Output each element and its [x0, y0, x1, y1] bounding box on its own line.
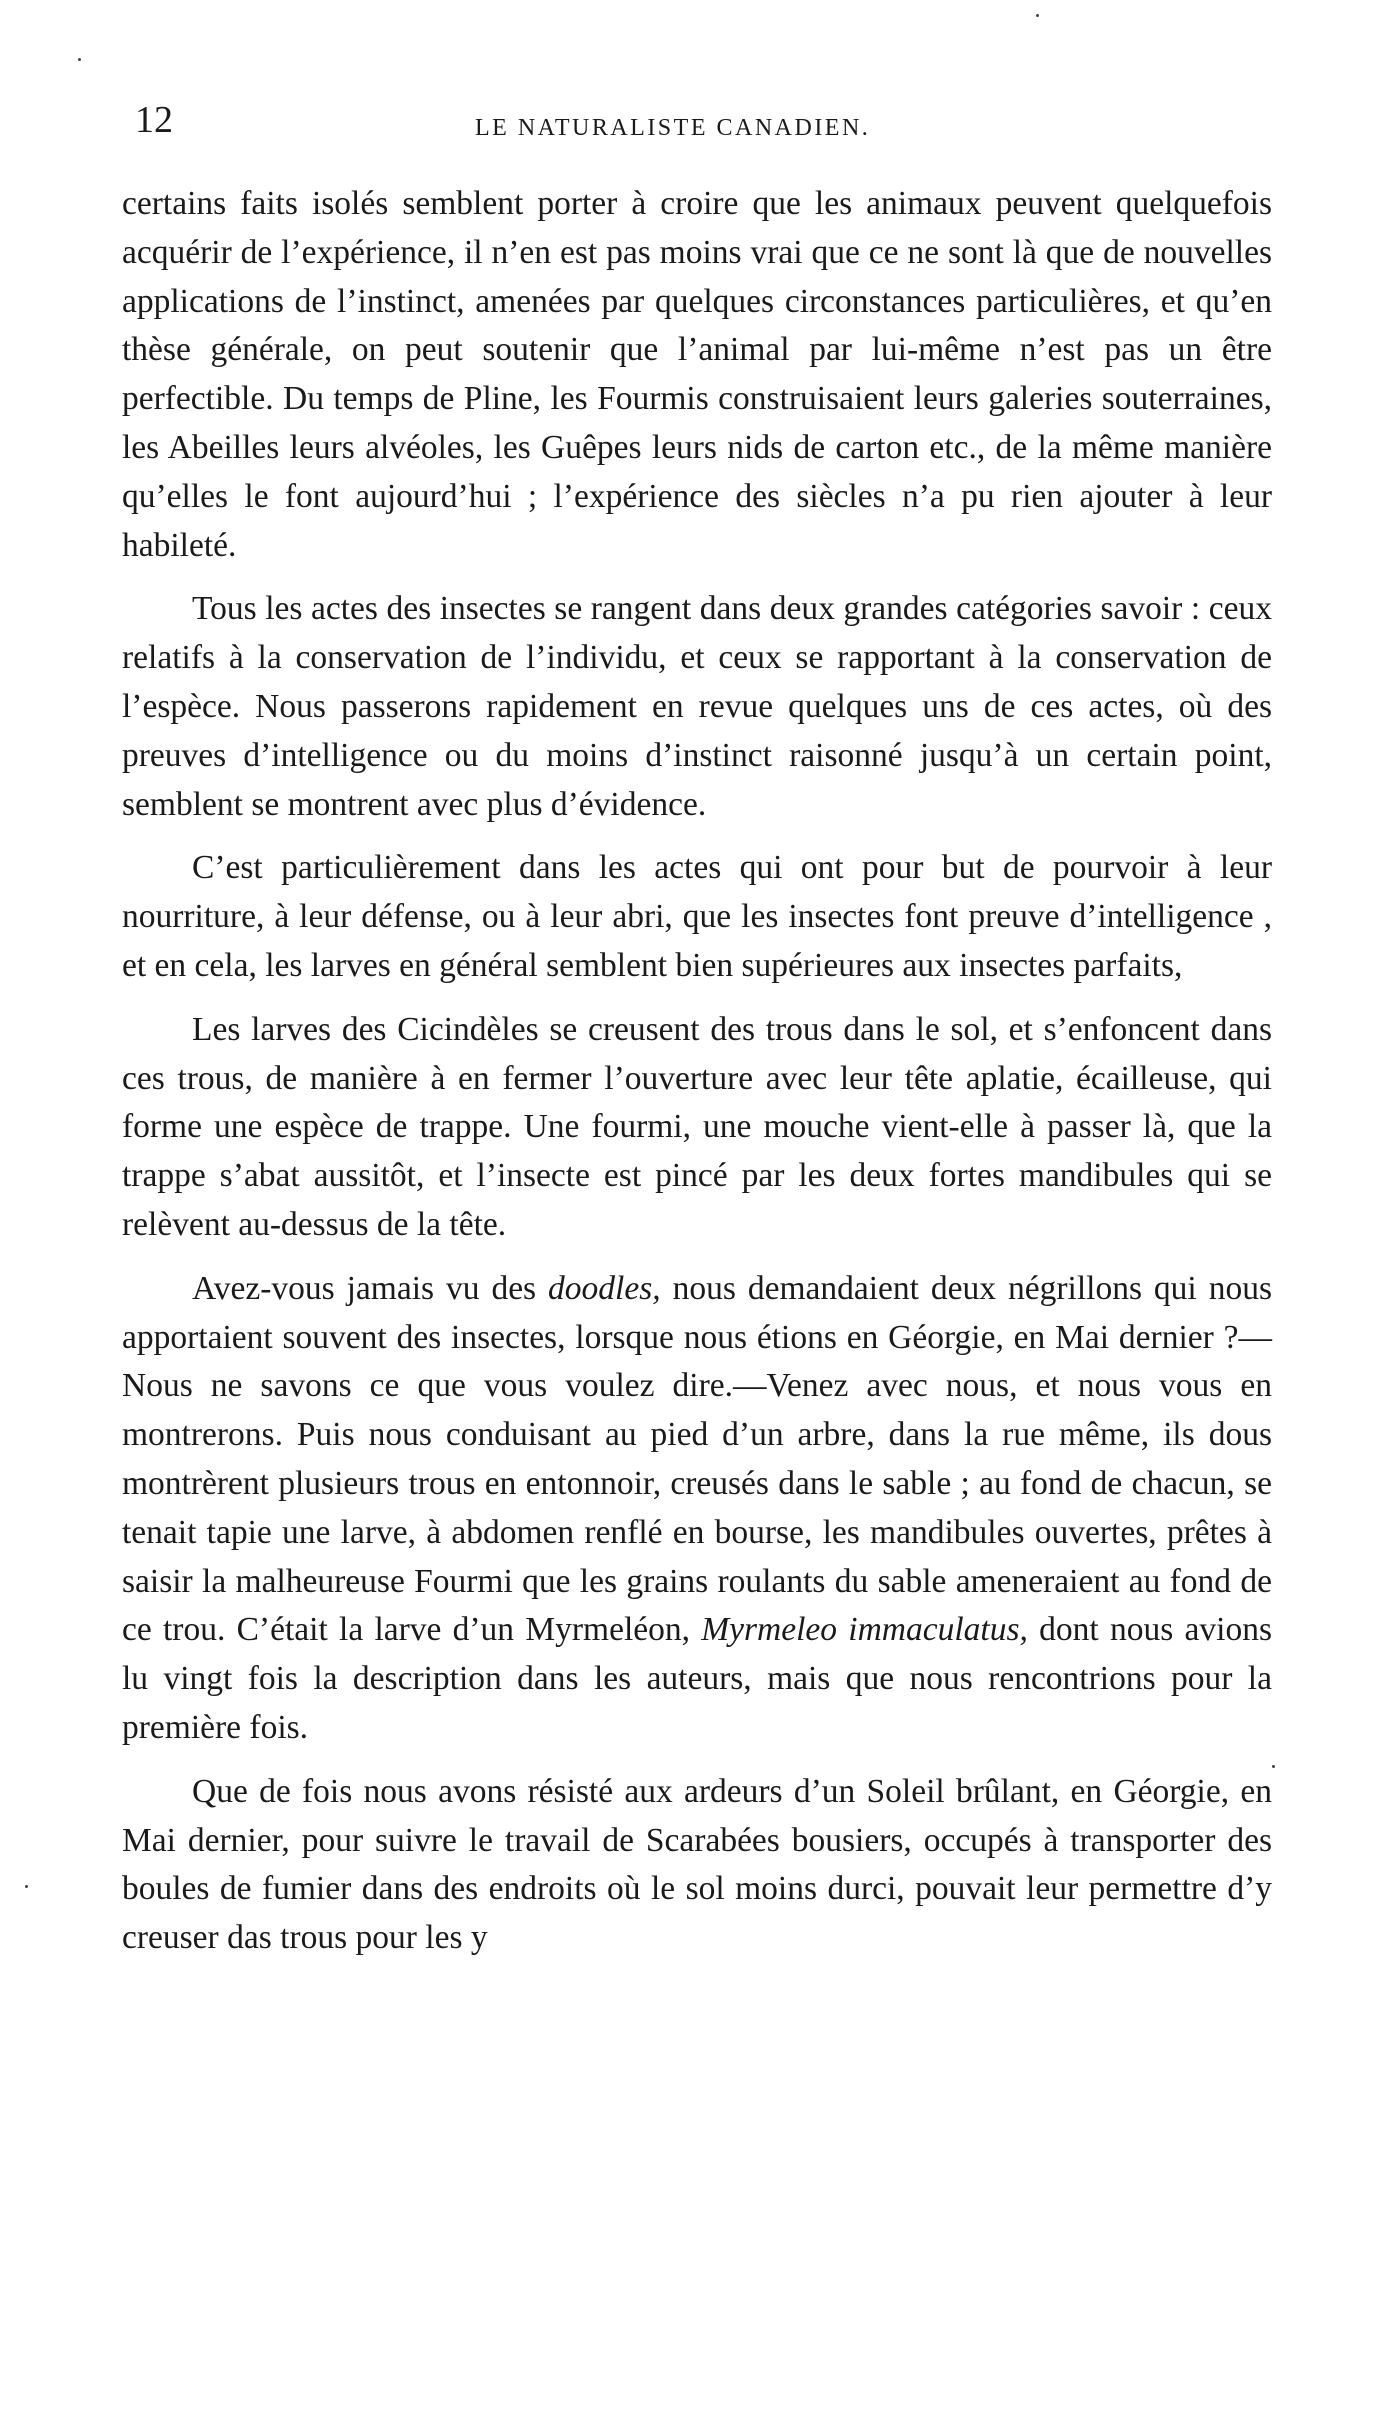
paragraph-5: Avez-vous jamais vu des doodles, nous demandaient deux négrillons qui nous apportaient souvent des insectes, lorsque nous étions en Géorgie, en Mai dernier ?—Nous ne savons ce que vous voulez dire.—Venez avec nous, et nous vous en montrerons. Puis nous conduisant au pied d’un arbre, dans la rue même, ils dous montrèrent plusieurs trous en entonnoir, creusés dans le sable ; au fond de chacun, se tenait tapie une larve, à abdomen renflé en bourse, les mandibules ouvertes, prêtes à saisir la malheureuse Fourmi que les grains roulants du sable ameneraient au fond de ce trou. C’était la larve d’un Myrmeléon, Myrmeleo immaculatus, dont nous avions lu vingt fois la description dans les auteurs, mais que nous rencontrions pour la première fois.	[122, 1269, 1272, 1746]
journal-title: LE NATURALISTE CANADIEN.	[475, 115, 871, 141]
paragraph-3: C’est particulièrement dans les actes qui ont pour but de pourvoir à leur nourriture, à leur défense, ou à leur abri, que les insectes font preuve d’intelligence , et en cela, les larves en général semblent bien supérieures aux insectes parfaits,	[122, 849, 1272, 984]
running-head	[135, 100, 1265, 160]
italic-term-doodles: doodles,	[548, 1269, 661, 1307]
paragraph-4: Les larves des Cicindèles se creusent des trous dans le sol, et s’enfoncent dans ces trous, de manière à en fermer l’ouverture avec leur tête aplatie, écailleuse, qui forme une espèce de trappe. Une fourmi, une mouche vient-elle à passer là, que la trappe s’abat aussitôt, et l’insecte est pincé par les deux fortes mandibules qui se relèvent au-dessus de la tête.	[122, 1010, 1272, 1243]
italic-term-species: Myrmeleo immaculatus,	[701, 1611, 1028, 1649]
paragraph-1: certains faits isolés semblent porter à croire que les animaux peuvent quelquefois acquérir de l’expérience, il n’en est pas moins vrai que ce ne sont là que de nouvelles applications de l’instinct, amenées par quelques circonstances particulières, et qu’en thèse générale, on peut soutenir que l’animal par lui-même n’est pas un être perfectible. Du temps de Pline, les Fourmis construisaient leurs galeries souterraines, les Abeilles leurs alvéoles, les Guêpes leurs nids de carton etc., de la même manière qu’elles le font aujourd’hui ; l’expérience des siècles n’a pu rien ajouter à leur habileté.	[122, 185, 1272, 564]
scan-speck	[1272, 1765, 1275, 1768]
scan-speck	[78, 58, 81, 61]
body-text	[122, 180, 1272, 1963]
page-number: 12	[135, 99, 173, 141]
scan-speck	[1036, 14, 1039, 17]
paragraph-2: Tous les actes des insectes se rangent dans deux grandes catégories savoir : ceux relatifs à la conservation de l’individu, et ceux se rapportant à la conservation de l’espèce. Nous passerons rapidement en revue quelques uns de ces actes, où des preuves d’intelligence ou du moins d’instinct raisonné jusqu’à un certain point, semblent se montrent avec plus d’évidence.	[122, 590, 1272, 823]
paragraph-6: Que de fois nous avons résisté aux ardeurs d’un Soleil brûlant, en Géorgie, en Mai dernier, pour suivre le travail de Scarabées bousiers, occupés à transporter des boules de fumier dans des endroits où le sol moins durci, pouvait leur permettre d’y creuser das trous pour les y	[122, 1772, 1272, 1957]
scan-speck	[25, 1885, 28, 1888]
